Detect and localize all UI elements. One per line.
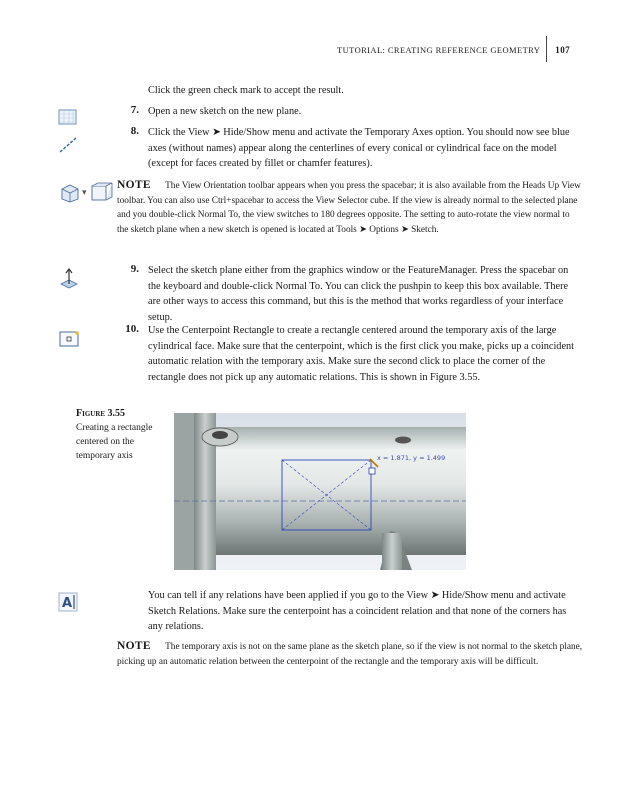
step-8-number: 8. [130, 125, 139, 137]
step-9-number: 9. [130, 263, 139, 275]
svg-text:A: A [62, 596, 73, 611]
centerpoint-rectangle-icon [58, 330, 80, 348]
intro-line: Click the green check mark to accept the result. [148, 85, 344, 96]
page-number: 107 [555, 45, 570, 55]
step-9-text: Select the sketch plane either from the graphics window or the FeatureManager. Press the spacebar on the keyboard and double-click Normal To. You can click the pushpin to keep this box available. There are other ways to access this command, but this is the method that works regardless of your interface setup. [148, 265, 569, 323]
note-1-text: The View Orientation toolbar appears when you press the spacebar; it is also available from the Heads Up View toolbar. You can also use Ctrl+spacebar to access the View Selector cube. If the view is already normal to the selected plane and you double-click Normal To, the view switches to 180 degrees opposite. The setting to auto-rotate the view normal to the sketch plane when a new sketch is opened is located at Tools ➤ Options ➤ Sketch. [117, 181, 581, 235]
running-header [337, 36, 570, 62]
normal-to-icon [58, 267, 80, 289]
step-7-number: 7. [130, 104, 139, 116]
sketch-relations-icon [58, 592, 78, 612]
temporary-axis-icon [58, 136, 78, 154]
header-rule [546, 36, 547, 62]
relations-paragraph: You can tell if any relations have been applied if you go to the View ➤ Hide/Show menu and activate Sketch Relations. Make sure the centerpoint has a coincident relation and that none of the corners has any relations. [148, 590, 567, 632]
running-title: TUTORIAL: CREATING REFERENCE GEOMETRY [337, 45, 541, 55]
figure-caption [76, 407, 166, 463]
step-8-text: Click the View ➤ Hide/Show menu and activate the Temporary Axes option. You should now see blue axes (without names) appear along the centerlines of every conical or cylindrical face on the model (except for faces created by fillet or chamfer features). [148, 127, 570, 169]
step-10-text: Use the Centerpoint Rectangle to create a rectangle centered around the temporary axis of the large cylindrical face. Make sure that the centerpoint, which is the first click you make, picks up a coincident automatic relation with the temporary axis. Make sure the second click to place the corner of the rectangle does not pick up any automatic relations. This is shown in Figure 3.55. [148, 325, 575, 383]
svg-text:▾: ▾ [82, 188, 87, 198]
view-cube-icon [58, 181, 114, 203]
figure-3-55-image [174, 413, 466, 570]
step-10-number: 10. [125, 323, 139, 335]
note-1-label: NOTE [117, 179, 151, 191]
grid-sketch-icon [58, 108, 78, 126]
coordinate-readout: x = 1.871, y = 1.499 [377, 454, 446, 462]
note-1 [117, 178, 583, 237]
note-2-label: NOTE [117, 640, 151, 652]
note-2-text: The temporary axis is not on the same plane as the sketch plane, so if the view is not normal to the sketch plane, picking up an automatic relation between the centerpoint of the rectangle and the temporary axis will be difficult. [117, 642, 583, 667]
note-2 [117, 639, 583, 669]
figure-title: Figure 3.55 [76, 408, 126, 419]
figure-caption-text: Creating a rectangle centered on the temporary axis [76, 423, 153, 461]
step-7-text: Open a new sketch on the new plane. [148, 106, 302, 117]
